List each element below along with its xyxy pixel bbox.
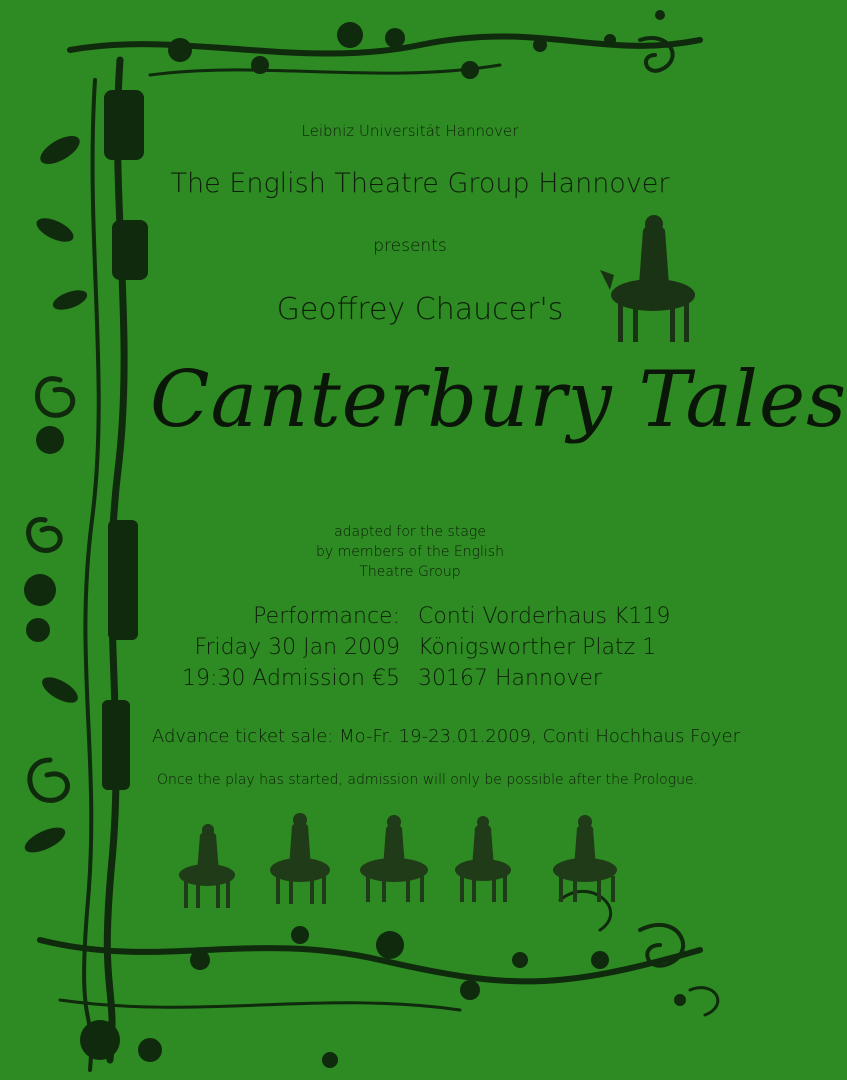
advance-ticket-sale: Advance ticket sale: Mo-Fr. 19-23.01.2009, Conti Hochhaus Foyer xyxy=(152,726,740,747)
time-admission: 19:30 Admission €5 xyxy=(182,666,400,691)
admission-note: Once the play has started, admission will only be possible after the Prologue. xyxy=(157,772,699,788)
author-name: Geoffrey Chaucer's xyxy=(276,292,564,327)
adaptation-line-2: by members of the English xyxy=(316,544,504,560)
play-title: Canterbury Tales xyxy=(150,355,847,445)
university-name: Leibniz Universität Hannover xyxy=(301,122,519,140)
venue-city: 30167 Hannover xyxy=(418,666,602,691)
pilgrim-rider-icon xyxy=(172,820,242,910)
performance-label: Performance: xyxy=(253,604,400,629)
pilgrim-rider-icon xyxy=(447,812,519,904)
pilgrim-rider-icon xyxy=(352,812,434,904)
pilgrim-rider-icon xyxy=(545,812,625,904)
pilgrim-rider-icon xyxy=(262,808,337,906)
adaptation-line-1: adapted for the stage xyxy=(334,524,486,540)
adaptation-line-3: Theatre Group xyxy=(359,564,461,580)
pilgrim-rider-icon xyxy=(598,210,708,350)
venue-street: Königsworther Platz 1 xyxy=(418,635,657,660)
presents-label: presents xyxy=(373,236,447,256)
performance-date: Friday 30 Jan 2009 xyxy=(194,635,400,660)
venue-name: Conti Vorderhaus K119 xyxy=(418,604,671,629)
theatre-group-name: The English Theatre Group Hannover xyxy=(170,168,670,199)
